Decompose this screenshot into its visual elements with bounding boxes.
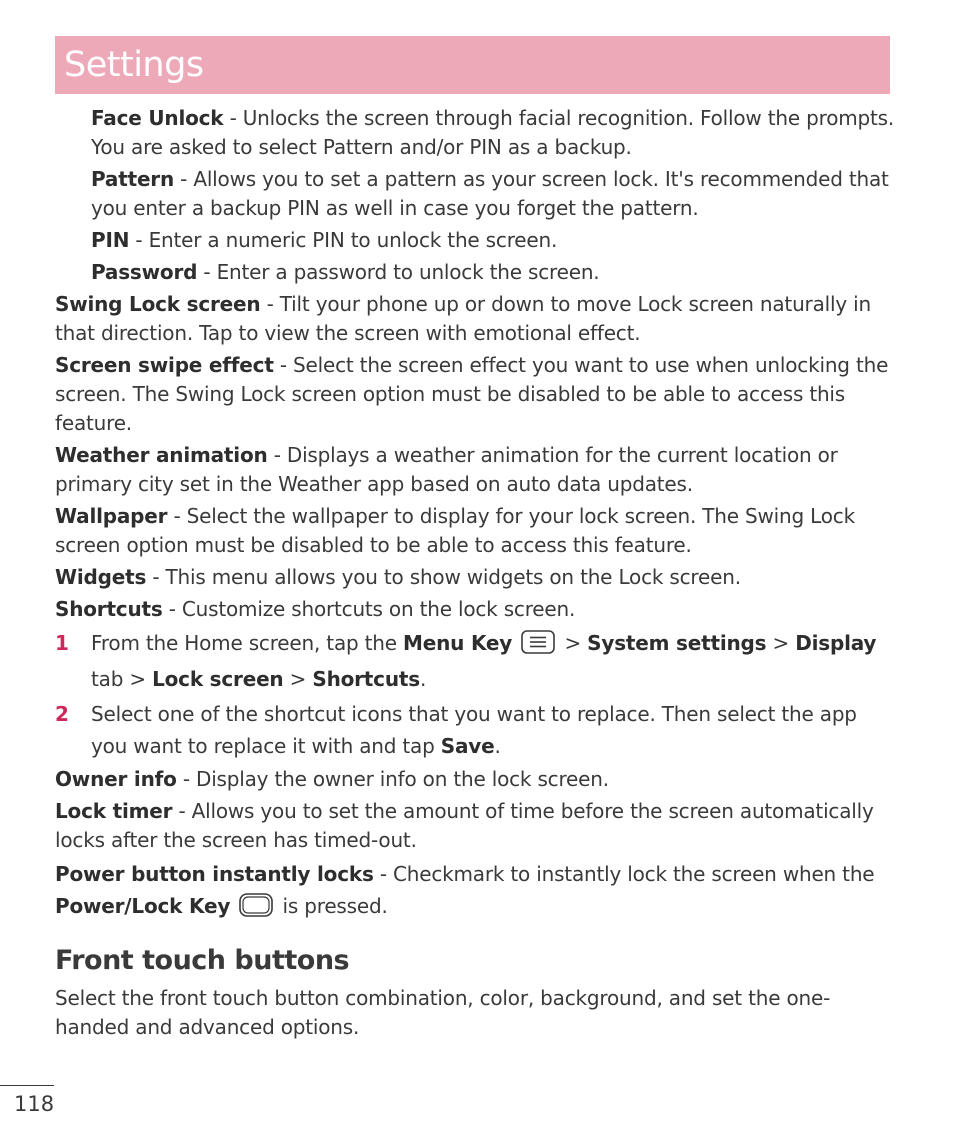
option-pin [55,226,895,255]
term-label: Screen swipe effect [55,353,274,377]
power-lock-key-icon [239,893,273,926]
step-text: > [558,631,588,655]
step-text: Select one of the shortcut icons that you want to replace. Then select the app you want to replace it with and tap [91,702,857,758]
step-number: 2 [55,702,69,726]
section-heading: Front touch buttons [55,945,350,976]
term-description: - Select the screen effect you want to use when unlocking the screen. The Swing Lock screen option must be disabled to be able to access this feature. [55,353,889,435]
lock-screen-label: Lock screen [152,667,284,691]
system-settings-label: System settings [587,631,767,655]
step-text: From the Home screen, tap the [91,631,404,655]
term-label: Weather animation [55,443,268,467]
item-power-button-instantly-locks [55,858,895,926]
term-label: Swing Lock screen [55,292,261,316]
term-label: Owner info [55,767,177,791]
term-description: - Tilt your phone up or down to move Lock screen naturally in that direction. Tap to view the screen with emotional effect. [55,292,871,345]
header-bar [55,36,890,94]
term-description: - Allows you to set a pattern as your screen lock. It's recommended that you enter a backup PIN as well in case you forget the pattern. [91,167,889,220]
term-label: Widgets [55,565,147,589]
shortcuts-label: Shortcuts [312,667,420,691]
menu-key-icon [521,630,555,663]
term-description: - This menu allows you to show widgets on the Lock screen. [146,565,741,589]
term-description: - Customize shortcuts on the lock screen. [162,597,576,621]
term-description: - Checkmark to instantly lock the screen when the [373,862,875,886]
item-lock-timer [55,797,895,855]
term-description: - Select the wallpaper to display for your lock screen. The Swing Lock screen option must be disabled to be able to access this feature. [55,504,855,557]
term-label: Password [91,260,198,284]
menu-key-label: Menu Key [403,631,513,655]
step-2 [55,698,895,762]
save-label: Save [440,734,495,758]
term-label: Face Unlock [91,106,224,130]
step-1 [55,627,895,695]
step-text: > [283,667,313,691]
term-label: Pattern [91,167,175,191]
item-shortcuts [55,595,895,624]
step-text: > [766,631,796,655]
item-screen-swipe-effect [55,351,895,438]
step-text: tab > [91,667,153,691]
page-title: Settings [64,45,204,85]
item-weather-animation [55,441,895,499]
item-widgets [55,563,895,592]
term-description: - Allows you to set the amount of time before the screen automatically locks after the screen has timed-out. [55,799,874,852]
term-description: is pressed. [276,894,388,918]
item-owner-info [55,765,895,794]
footer-rule [0,1085,54,1086]
item-swing-lock-screen [55,290,895,348]
term-label: Wallpaper [55,504,168,528]
main-content [55,104,895,1045]
term-label: PIN [91,228,130,252]
term-label: Lock timer [55,799,173,823]
term-description: - Enter a numeric PIN to unlock the screen. [129,228,558,252]
term-description: - Displays a weather animation for the current location or primary city set in the Weather app based on auto data updates. [55,443,838,496]
option-face-unlock [55,104,895,162]
display-label: Display [795,631,877,655]
power-lock-key-label: Power/Lock Key [55,894,231,918]
term-description: - Display the owner info on the lock screen. [176,767,609,791]
option-pattern [55,165,895,223]
item-wallpaper [55,502,895,560]
page-number: 118 [14,1092,55,1116]
section-body: Select the front touch button combination, color, background, and set the one-handed and advanced options. [55,986,831,1039]
term-label: Shortcuts [55,597,163,621]
step-text: . [419,667,427,691]
term-description: - Enter a password to unlock the screen. [197,260,600,284]
term-description: - Unlocks the screen through facial recognition. Follow the prompts. You are asked to select Pattern and/or PIN as a backup. [91,106,895,159]
option-password [55,258,895,287]
step-number: 1 [55,631,69,655]
step-text: . [494,734,501,758]
term-label: Power button instantly locks [55,862,374,886]
